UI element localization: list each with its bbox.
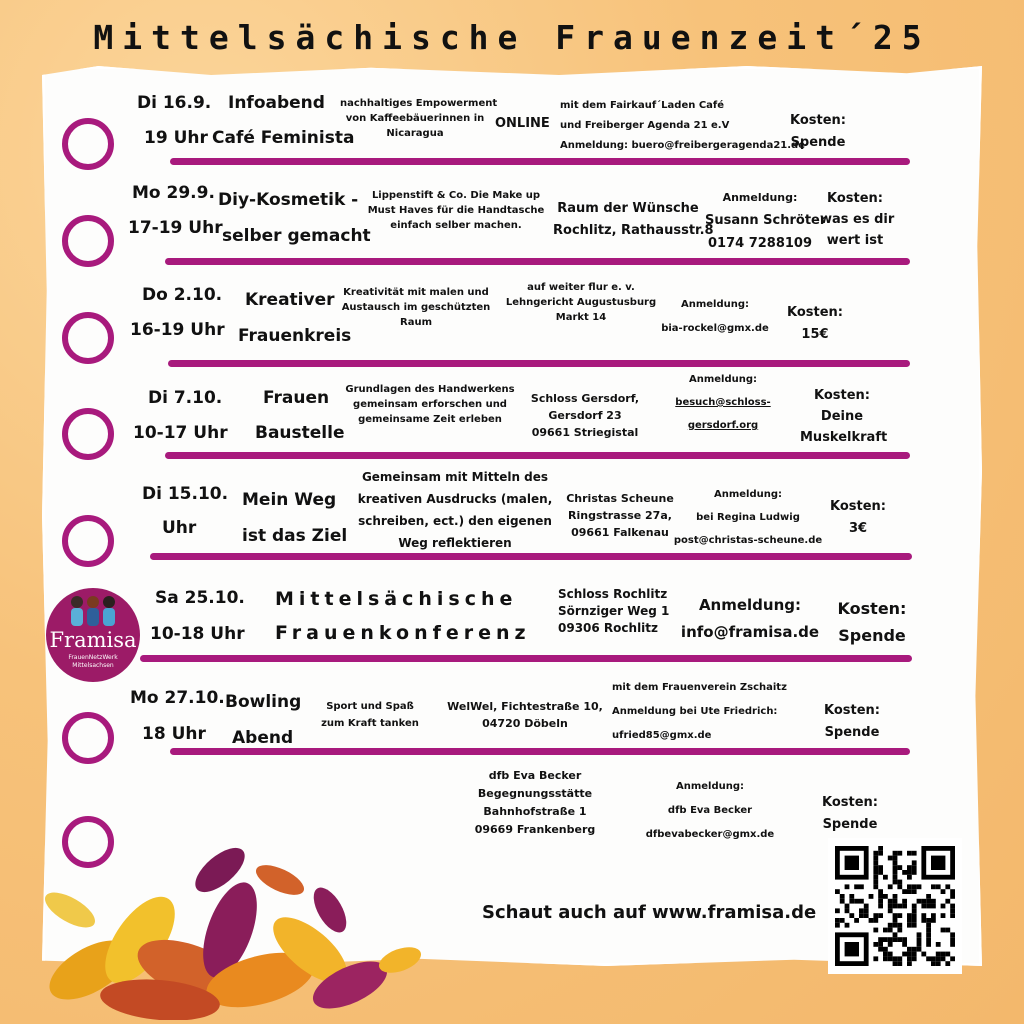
event-registration: Anmeldung: besuch@schloss- gersdorf.org	[668, 368, 778, 437]
event-date: Mo 29.9.	[132, 183, 215, 203]
event-name: Bowling	[225, 692, 302, 712]
event-place: Raum der Wünsche Rochlitz, Rathausstr.8	[553, 201, 714, 238]
event-registration: Anmeldung: dfb Eva Becker dfbevabecker@gmx.de	[645, 781, 775, 840]
event-date: Mo 27.10.	[130, 688, 225, 708]
event-date: Do 2.10.	[142, 285, 223, 305]
event-cost: Kosten: Spende	[790, 113, 846, 150]
event-time: 18 Uhr	[142, 724, 206, 744]
event-name: Frauenkreis	[238, 326, 352, 346]
event-name: Infoabend	[228, 93, 325, 113]
event-cost: Kosten: Deine Muskelkraft	[800, 388, 888, 445]
event-name: Café Feminista	[212, 128, 355, 148]
divider-line	[170, 158, 910, 165]
event-description: Kreativität mit malen und Austausch im geschützten Raum	[341, 287, 491, 328]
divider-line	[165, 452, 910, 459]
checkbox-circle-icon	[62, 215, 114, 267]
event-time: 10-18 Uhr	[150, 624, 245, 644]
divider-line	[150, 553, 912, 560]
checkbox-circle-icon	[62, 312, 114, 364]
checkbox-circle-icon	[62, 712, 114, 764]
qr-code-icon	[828, 838, 962, 974]
event-cost: Kosten: Spende	[822, 795, 878, 832]
event-name: Mein Weg	[242, 490, 337, 510]
checkbox-circle-icon	[62, 118, 114, 170]
event-date: Di 15.10.	[142, 484, 229, 504]
event-place: WelWel, Fichtestraße 10, 04720 Döbeln	[447, 700, 603, 730]
event-name: Kreativer	[245, 290, 335, 310]
event-time: 17-19 Uhr	[128, 218, 223, 238]
event-time: Uhr	[162, 518, 197, 538]
event-time: 19 Uhr	[144, 128, 208, 148]
checkbox-circle-icon	[62, 515, 114, 567]
event-name: Frauen	[263, 388, 330, 408]
event-place: ONLINE	[495, 116, 550, 131]
event-registration: Anmeldung: info@framisa.de	[680, 596, 820, 641]
event-description: Sport und Spaß zum Kraft tanken	[321, 701, 419, 729]
event-time: 16-19 Uhr	[130, 320, 225, 340]
event-date: Di 7.10.	[148, 388, 223, 408]
framisa-logo: Framisa FrauenNetzWerk Mittelsachsen	[46, 588, 140, 682]
autumn-leaves-icon	[30, 820, 430, 1020]
event-time: 10-17 Uhr	[133, 423, 228, 443]
event-registration: Anmeldung: bei Regina Ludwig post@christas-scheune.de	[673, 489, 823, 546]
event-name: ist das Ziel	[242, 526, 348, 546]
event-registration: Anmeldung: Susann Schröter 0174 7288109	[705, 191, 827, 251]
divider-line	[140, 655, 912, 662]
event-registration: mit dem Frauenverein Zschaitz Anmeldung bei Ute Friedrich: ufried85@gmx.de	[612, 682, 787, 741]
event-date: Sa 25.10.	[155, 588, 245, 608]
event-date: Di 16.9.	[137, 93, 212, 113]
event-description: Gemeinsam mit Mitteln des kreativen Ausdrucks (malen, schreiben, ect.) den eigenen Weg reflektieren	[357, 470, 553, 550]
divider-line	[165, 258, 910, 265]
event-cost: Kosten: 15€	[787, 305, 843, 342]
event-registration: Anmeldung: bia-rockel@gmx.de	[661, 299, 769, 334]
event-description: Lippenstift & Co. Die Make up Must Haves für die Handtasche einfach selber machen.	[367, 190, 545, 231]
event-name: Frauenkonferenz	[275, 622, 531, 644]
event-name: Baustelle	[255, 423, 345, 443]
women-group-icon	[63, 594, 123, 630]
registration-link[interactable]: besuch@schloss-	[675, 397, 771, 408]
event-place: Christas Scheune Ringstrasse 27a, 09661 Falkenau	[566, 492, 674, 539]
event-cost: Kosten: Spende	[837, 599, 907, 645]
event-cost: Kosten: Spende	[824, 703, 880, 740]
event-name: selber gemacht	[222, 226, 371, 246]
event-name: Abend	[232, 728, 294, 748]
divider-line	[168, 360, 910, 367]
event-place: auf weiter flur e. v. Lehngericht Augustusburg Markt 14	[505, 282, 657, 323]
event-description: Grundlagen des Handwerkens gemeinsam erforschen und gemeinsame Zeit erleben	[345, 384, 515, 425]
event-description: nachhaltiges Empowerment von Kaffeebäuerinnen in Nicaragua	[340, 98, 498, 139]
event-place: dfb Eva Becker Begegnungsstätte Bahnhofstraße 1 09669 Frankenberg	[474, 769, 596, 836]
registration-link[interactable]: gersdorf.org	[687, 420, 759, 431]
event-cost: Kosten: 3€	[830, 499, 886, 536]
footer-website[interactable]: Schaut auch auf www.framisa.de	[482, 902, 817, 923]
divider-line	[170, 748, 910, 755]
checkbox-circle-icon	[62, 408, 114, 460]
page-title: Mittelsächische Frauenzeit´25	[93, 18, 931, 57]
event-registration: mit dem Fairkauf´Laden Café und Freiberger Agenda 21 e.V Anmeldung: buero@freibergeragenda21.de	[560, 100, 805, 151]
event-place: Schloss Gersdorf, Gersdorf 23 09661 Striegistal	[530, 392, 640, 439]
event-cost: Kosten: was es dir wert ist	[820, 191, 895, 248]
event-place: Schloss Rochlitz Sörnziger Weg 1 09306 Rochlitz	[558, 587, 670, 635]
event-name: Mittelsächische	[275, 588, 518, 610]
event-name: Diy-Kosmetik -	[218, 190, 359, 210]
